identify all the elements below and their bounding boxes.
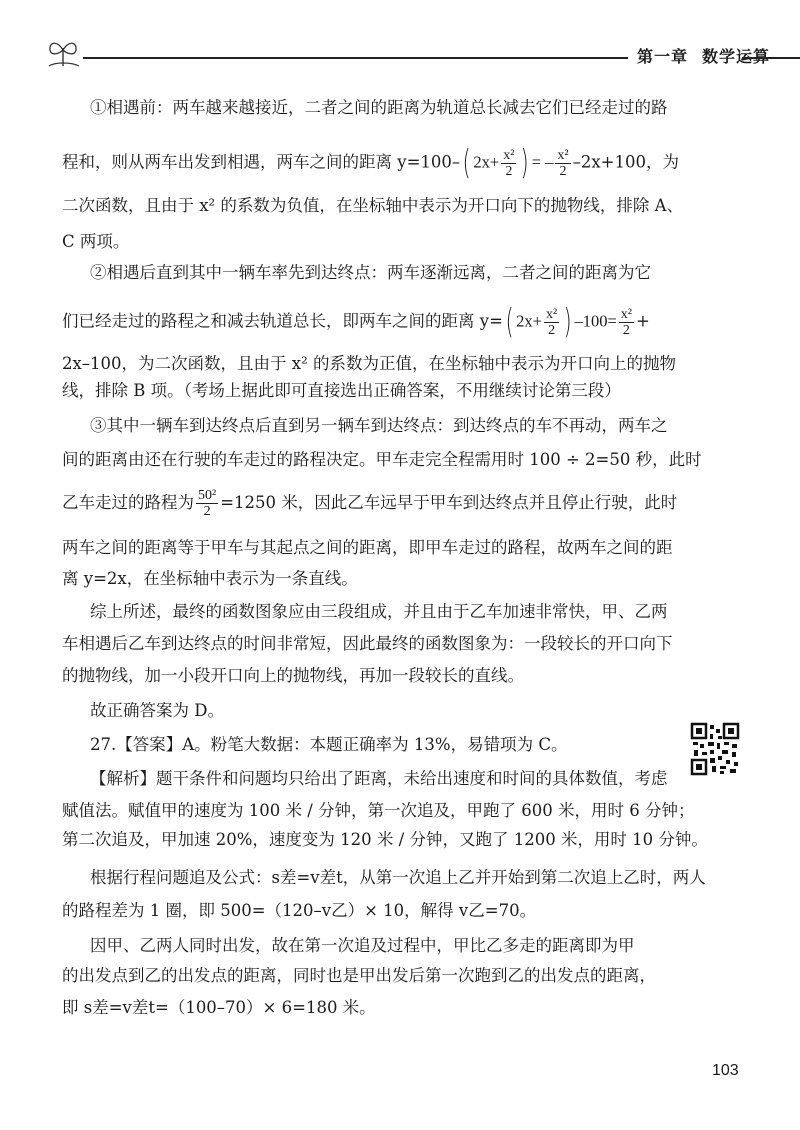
fraction: $\frac{\text{x²}}{2}$ [557, 147, 569, 179]
text-line: 间的距离由还在行驶的车走过的路程决定。甲车走完全程需用时 100 ÷ 2=50 秒，此时 [62, 450, 702, 469]
left-paren: ( [462, 143, 471, 183]
right-paren: ) [521, 143, 530, 183]
text-line: 车相遇后乙车到达终点的时间非常短，因此最终的函数图象为：一段较长的开口向下 [62, 634, 673, 653]
equation-suffix: –2x+100，为 [572, 152, 679, 172]
equation-term: = – [531, 152, 554, 172]
question-answer-heading: 27.【答案】A。粉笔大数据：本题正确率为 13%，易错项为 C。 [90, 735, 568, 754]
equation-prefix: 们已经走过的路程之和减去轨道总长，即两车之间的距离 y= [62, 311, 503, 331]
text-line: C 两项。 [62, 232, 130, 251]
chapter-label: 第一章 [637, 47, 689, 66]
text-line: ②相遇后直到其中一辆车率先到达终点：两车逐渐远离，二者之间的距离为它 [90, 263, 651, 282]
equation-suffix: + [635, 311, 650, 331]
equation-term: 2x+ [516, 311, 542, 331]
text-line: 即 s差=v差t=（100–70）× 6=180 米。 [62, 998, 376, 1017]
fraction: $\frac{\text{x²}}{2}$ [620, 306, 632, 338]
analysis-line: 【解析】题干条件和问题均只给出了距离，未给出速度和时间的具体数值，考虑 [90, 769, 668, 788]
fraction: $\frac{\text{x²}}{2}$ [503, 147, 515, 179]
qr-code-icon[interactable] [690, 722, 740, 776]
header-rule-left [83, 57, 628, 59]
equation-term: 2x+ [473, 152, 500, 172]
section-label: 数学运算 [702, 47, 771, 66]
text-line: 两车之间的距离等于甲车与其起点之间的距离，即甲车走过的路程，故两车之间的距 [62, 538, 673, 557]
equation-line-2 [62, 302, 650, 342]
text-line: 二次函数，且由于 x² 的系数为负值，在坐标轴中表示为开口向下的抛物线，排除 A、 [62, 196, 684, 215]
text-line: ③其中一辆车到达终点后直到另一辆车到达终点：到达终点的车不再动，两车之 [90, 416, 668, 435]
text-line: 2x–100，为二次函数，且由于 x² 的系数为正值，在坐标轴中表示为开口向上的抛物 [62, 354, 676, 373]
text-line: 根据行程问题追及公式：s差=v差t，从第一次追上乙并开始到第二次追上乙时，两人 [90, 868, 706, 887]
left-paren: ( [505, 302, 514, 342]
text-line: 离 y=2x，在坐标轴中表示为一条直线。 [62, 569, 358, 588]
equation-suffix: =1250 米，因此乙车远早于甲车到达终点并且停止行驶，此时 [220, 493, 678, 512]
text-line: 线，排除 B 项。（考场上据此即可直接选出正确答案，不用继续讨论第三段） [62, 381, 621, 400]
text-line: ①相遇前：两车越来越接近，二者之间的距离为轨道总长减去它们已经走过的路 [90, 98, 668, 117]
text-line: 综上所述，最终的函数图象应由三段组成，并且由于乙车加速非常快，甲、乙两 [90, 602, 668, 621]
text-line: 的出发点到乙的出发点的距离，同时也是甲出发后第一次跑到乙的出发点的距离， [62, 966, 656, 985]
header-rule-right [742, 57, 800, 59]
text-line: 的抛物线，加一小段开口向上的抛物线，再加一段较长的直线。 [62, 666, 524, 685]
equation-line-3 [62, 488, 677, 519]
fraction: $\frac{\text{x²}}{2}$ [545, 306, 558, 338]
text-line: 因甲、乙两人同时出发，故在第一次追及过程中，甲比乙多走的距离即为甲 [90, 936, 635, 955]
page-header [45, 36, 771, 76]
text-line: 第二次追及，甲加速 20%，速度变为 120 米 / 分钟，又跑了 1200 米，用时 10 分钟。 [62, 830, 708, 849]
fraction: $\frac{\text{50²}}{2}$ [198, 488, 217, 519]
chapter-title [637, 44, 770, 67]
answer-line: 故正确答案为 D。 [90, 701, 224, 720]
equation-line-1 [62, 143, 679, 183]
sprout-logo-icon [45, 36, 81, 70]
equation-prefix: 程和，则从两车出发到相遇，两车之间的距离 y=100– [62, 152, 461, 172]
text-line: 赋值法。赋值甲的速度为 100 米 / 分钟，第一次追及，甲跑了 600 米，用时 6 分钟； [62, 801, 695, 820]
equation-prefix: 乙车走过的路程为 [62, 493, 194, 512]
equation-term: –100= [574, 311, 617, 331]
page-number: 103 [712, 1062, 739, 1079]
text-line: 的路程差为 1 圈，即 500=（120–v乙）× 10，解得 v乙=70。 [62, 901, 537, 920]
right-paren: ) [563, 302, 572, 342]
